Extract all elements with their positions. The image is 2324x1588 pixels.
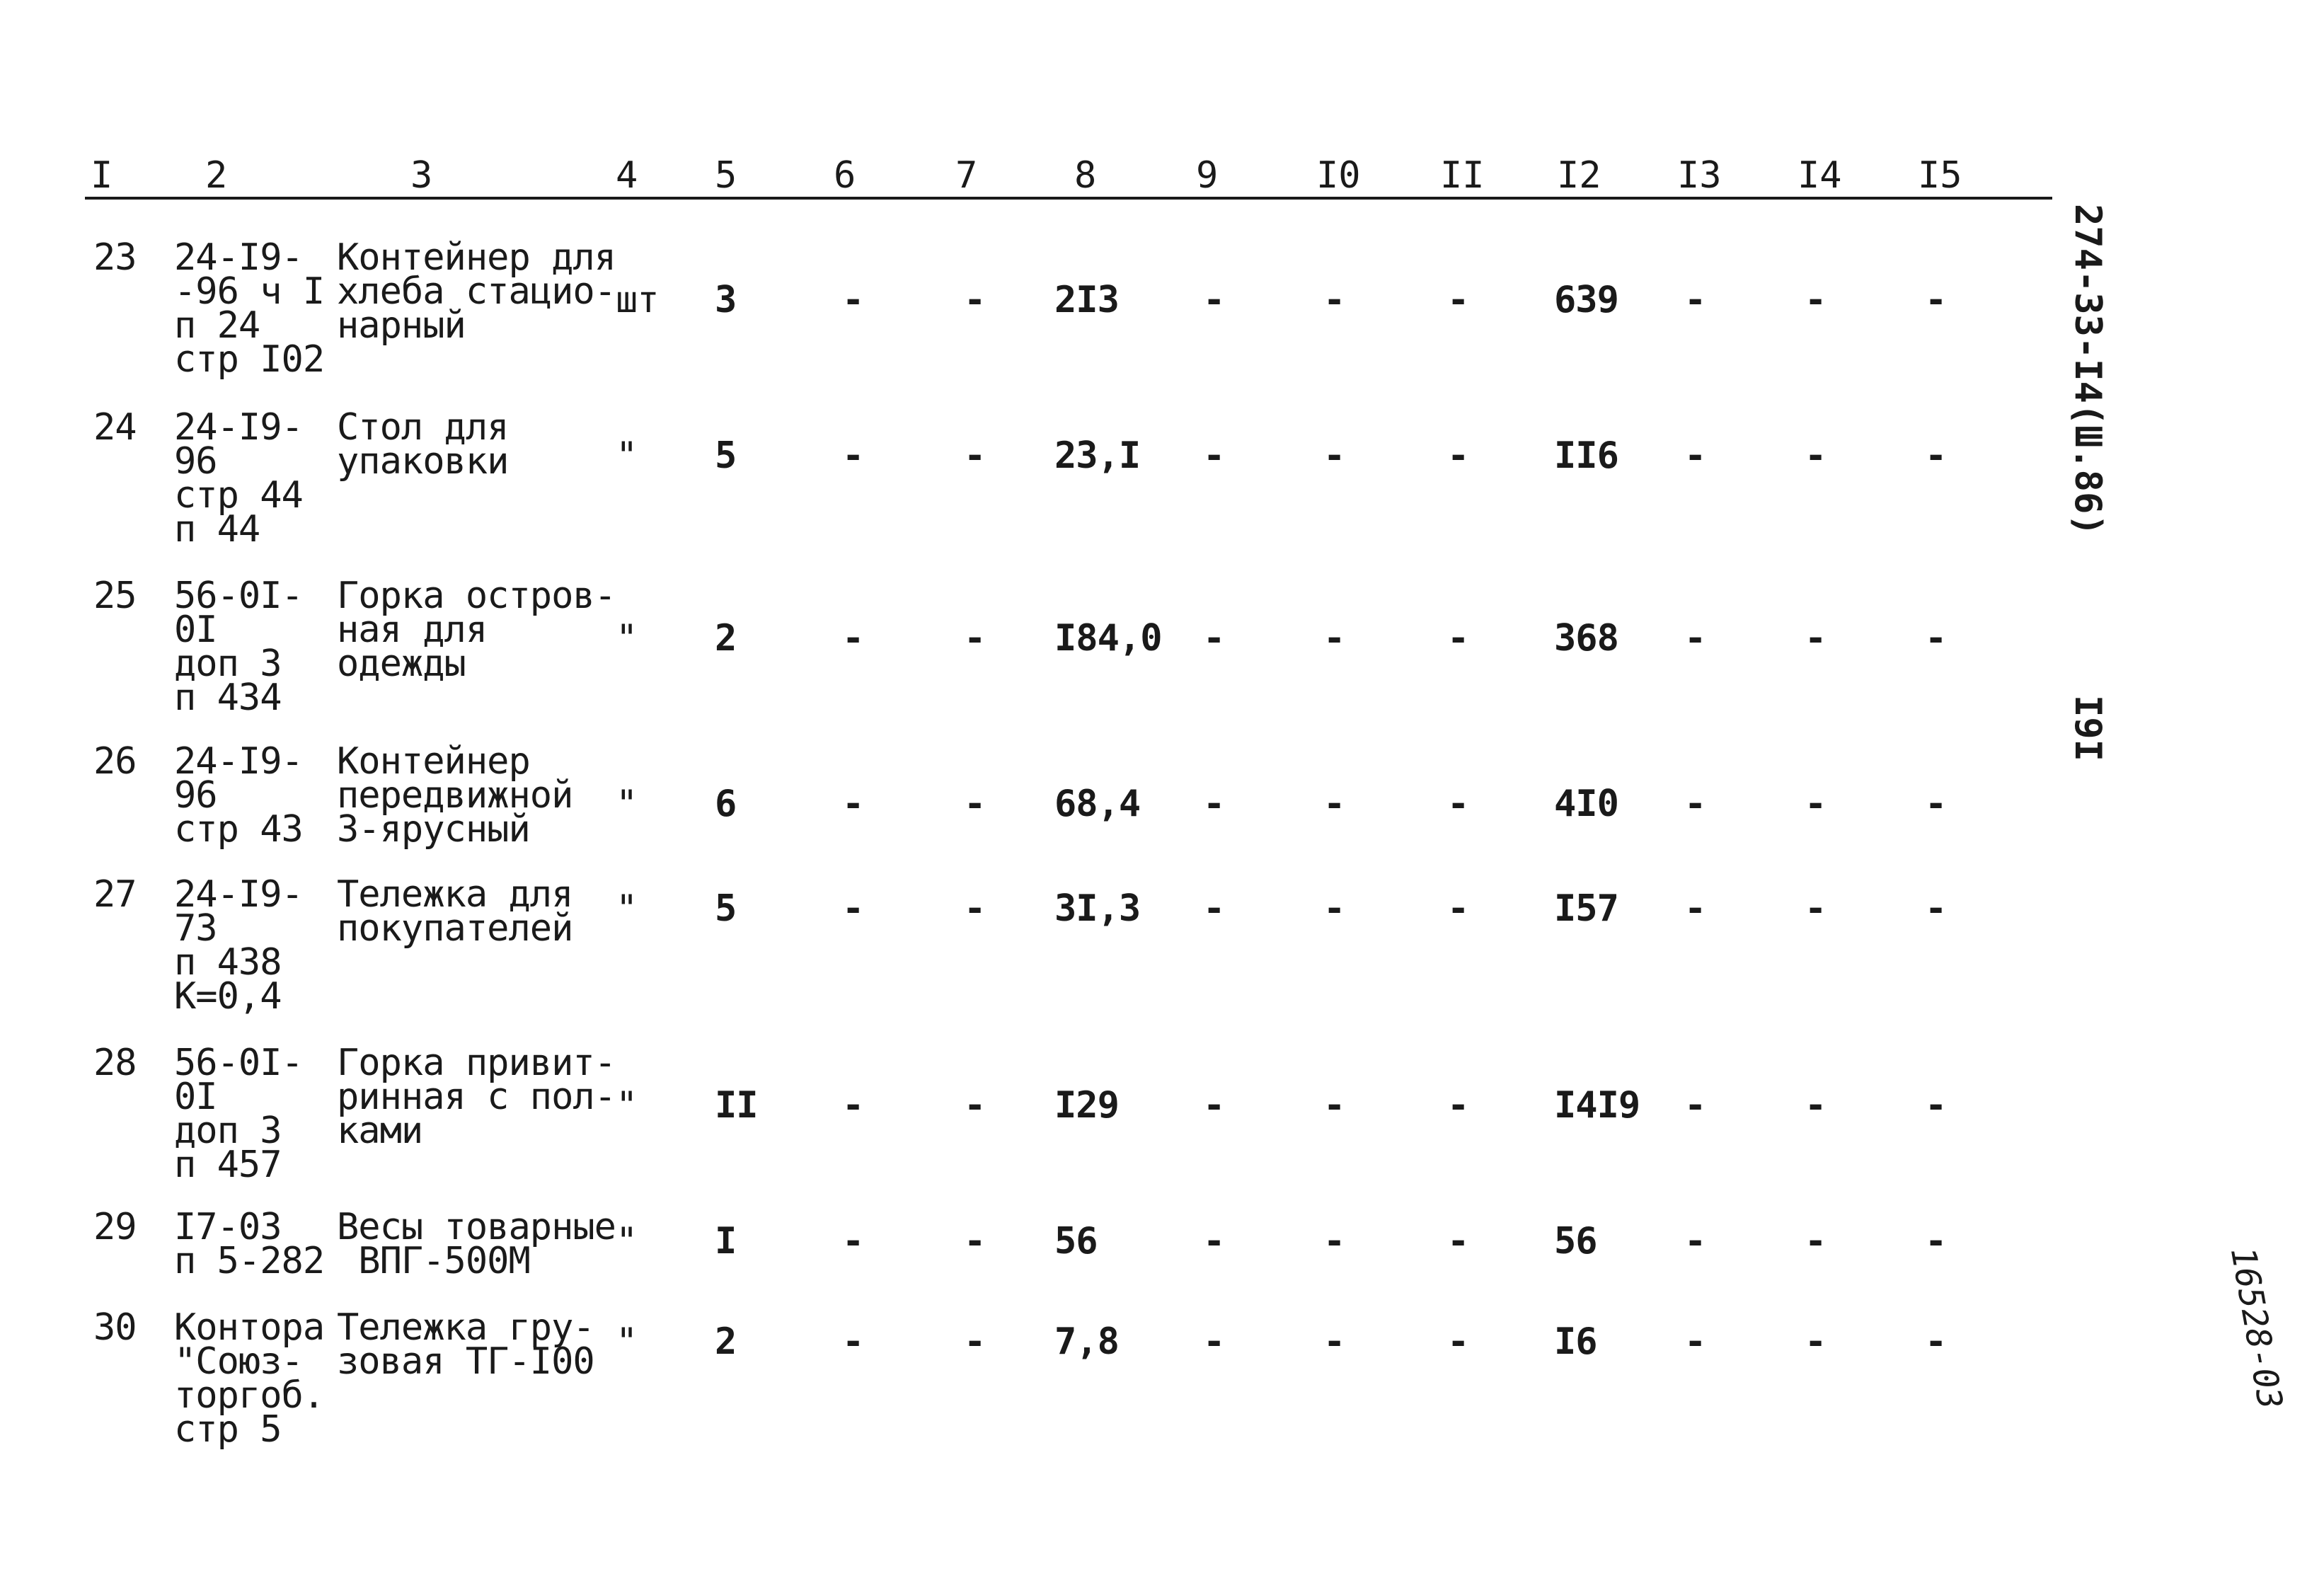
cell-c10: - [1323, 1321, 1345, 1363]
cell-c14: - [1805, 783, 1827, 825]
cell-c10: - [1323, 1220, 1345, 1262]
cell-c10: - [1323, 887, 1345, 930]
cell-c12: I4I9 [1554, 1084, 1640, 1127]
cell-c11: - [1447, 783, 1469, 825]
cell-c10: - [1323, 435, 1345, 477]
cell-c12: 56 [1554, 1220, 1597, 1262]
cell-qty: 3 [715, 279, 737, 321]
cell-c14: - [1805, 1084, 1827, 1127]
cell-c15: - [1925, 279, 1947, 321]
cell-c14: - [1805, 617, 1827, 660]
cell-c13: - [1684, 1084, 1706, 1127]
cell-c6: - [842, 887, 864, 930]
cell-c15: - [1925, 617, 1947, 660]
cell-c8: I29 [1054, 1084, 1119, 1127]
cell-c14: - [1805, 1321, 1827, 1363]
cell-c8: 56 [1054, 1220, 1098, 1262]
cell-c13: - [1684, 1220, 1706, 1262]
column-header: 8 [1074, 154, 1097, 197]
cell-name: Тележка гру- зовая ТГ-I00 [337, 1306, 594, 1383]
cell-unit: " [616, 1220, 638, 1262]
column-header: I0 [1316, 154, 1361, 197]
cell-c15: - [1925, 783, 1947, 825]
cell-c10: - [1323, 783, 1345, 825]
cell-c8: I84,0 [1054, 617, 1162, 660]
column-header: 9 [1196, 154, 1219, 197]
cell-c13: - [1684, 887, 1706, 930]
column-header: 7 [955, 154, 978, 197]
cell-c14: - [1805, 279, 1827, 321]
cell-name: Весы товарные ВПГ-500М [337, 1206, 616, 1282]
cell-unit: " [616, 783, 638, 825]
cell-unit: " [616, 887, 638, 930]
cell-c10: - [1323, 1084, 1345, 1127]
cell-c15: - [1925, 1220, 1947, 1262]
cell-unit: " [616, 435, 638, 477]
cell-c13: - [1684, 617, 1706, 660]
column-header: 3 [410, 154, 433, 197]
cell-qty: 2 [715, 617, 737, 660]
cell-c15: - [1925, 1084, 1947, 1127]
cell-ref: 56-0I- 0I доп 3 п 457 [174, 1042, 303, 1186]
cell-n: 23 [93, 236, 137, 279]
cell-n: 24 [93, 406, 137, 449]
cell-c12: I57 [1554, 887, 1618, 930]
cell-unit: " [616, 1321, 638, 1363]
cell-n: 30 [93, 1306, 137, 1349]
cell-name: Горка остров- ная для одежды [337, 575, 616, 685]
cell-qty: 2 [715, 1321, 737, 1363]
cell-c9: - [1203, 1084, 1225, 1127]
cell-c8: 3I,3 [1054, 887, 1141, 930]
cell-c11: - [1447, 1321, 1469, 1363]
cell-c7: - [964, 783, 986, 825]
cell-c9: - [1203, 1321, 1225, 1363]
column-header: 5 [715, 154, 737, 197]
cell-c7: - [964, 279, 986, 321]
cell-unit: шт [616, 279, 659, 321]
cell-ref: 24-I9- 73 п 438 К=0,4 [174, 873, 303, 1018]
column-header: 2 [205, 154, 228, 197]
cell-c9: - [1203, 887, 1225, 930]
column-header: I4 [1797, 154, 1842, 197]
page-number: I9I [2066, 695, 2109, 761]
cell-c14: - [1805, 887, 1827, 930]
cell-c8: 2I3 [1054, 279, 1119, 321]
cell-ref: I7-03 п 5-282 [174, 1206, 325, 1282]
cell-qty: II [715, 1084, 758, 1127]
cell-c11: - [1447, 617, 1469, 660]
cell-c7: - [964, 1321, 986, 1363]
cell-c14: - [1805, 435, 1827, 477]
cell-c6: - [842, 279, 864, 321]
side-code: 274-33-I4(Ш.86) [2066, 204, 2109, 536]
cell-c10: - [1323, 279, 1345, 321]
cell-unit: " [616, 1084, 638, 1127]
cell-n: 25 [93, 575, 137, 617]
cell-name: Горка привит- ринная с пол- ками [337, 1042, 616, 1152]
cell-name: Контейнер передвижной 3-ярусный [337, 740, 573, 851]
cell-c8: 23,I [1054, 435, 1141, 477]
cell-c13: - [1684, 435, 1706, 477]
cell-c11: - [1447, 1220, 1469, 1262]
cell-ref: 24-I9- -96 ч I п 24 стр I02 [174, 236, 325, 381]
cell-c10: - [1323, 617, 1345, 660]
column-header: I [91, 154, 113, 197]
cell-c6: - [842, 1220, 864, 1262]
cell-qty: I [715, 1220, 737, 1262]
cell-n: 27 [93, 873, 137, 916]
cell-ref: 24-I9- 96 стр 44 п 44 [174, 406, 303, 551]
cell-c11: - [1447, 435, 1469, 477]
cell-c6: - [842, 783, 864, 825]
cell-unit: " [616, 617, 638, 660]
cell-c11: - [1447, 887, 1469, 930]
cell-c7: - [964, 887, 986, 930]
cell-c9: - [1203, 783, 1225, 825]
cell-c13: - [1684, 1321, 1706, 1363]
cell-c12: 639 [1554, 279, 1618, 321]
cell-qty: 5 [715, 887, 737, 930]
cell-c12: 368 [1554, 617, 1618, 660]
cell-c6: - [842, 617, 864, 660]
cell-c15: - [1925, 435, 1947, 477]
cell-n: 28 [93, 1042, 137, 1084]
cell-name: Стол для упаковки [337, 406, 509, 483]
cell-c15: - [1925, 1321, 1947, 1363]
cell-ref: Контора "Союз- торгоб. стр 5 [174, 1306, 325, 1451]
cell-c12: II6 [1554, 435, 1618, 477]
column-header: 4 [616, 154, 638, 197]
cell-c11: - [1447, 1084, 1469, 1127]
cell-c12: 4I0 [1554, 783, 1618, 825]
cell-c6: - [842, 1084, 864, 1127]
header-rule [85, 197, 2052, 200]
cell-c7: - [964, 1084, 986, 1127]
cell-c7: - [964, 435, 986, 477]
cell-c9: - [1203, 617, 1225, 660]
cell-qty: 6 [715, 783, 737, 825]
cell-qty: 5 [715, 435, 737, 477]
column-header: I2 [1557, 154, 1601, 197]
cell-c15: - [1925, 887, 1947, 930]
cell-c8: 68,4 [1054, 783, 1141, 825]
cell-ref: 24-I9- 96 стр 43 [174, 740, 303, 851]
cell-name: Контейнер для хлеба стацио- нарный [337, 236, 616, 347]
cell-c11: - [1447, 279, 1469, 321]
column-header: I3 [1677, 154, 1722, 197]
cell-c7: - [964, 617, 986, 660]
cell-c13: - [1684, 783, 1706, 825]
cell-c9: - [1203, 435, 1225, 477]
column-header: I5 [1918, 154, 1962, 197]
column-header: 6 [834, 154, 856, 197]
cell-ref: 56-0I- 0I доп 3 п 434 [174, 575, 303, 719]
cell-c14: - [1805, 1220, 1827, 1262]
cell-c6: - [842, 435, 864, 477]
column-header: II [1440, 154, 1485, 197]
cell-c8: 7,8 [1054, 1321, 1119, 1363]
cell-c9: - [1203, 1220, 1225, 1262]
cell-name: Тележка для покупателей [337, 873, 573, 950]
cell-n: 29 [93, 1206, 137, 1248]
cell-c7: - [964, 1220, 986, 1262]
cell-c9: - [1203, 279, 1225, 321]
cell-c6: - [842, 1321, 864, 1363]
cell-c12: I6 [1554, 1321, 1597, 1363]
cell-n: 26 [93, 740, 137, 783]
cell-c13: - [1684, 279, 1706, 321]
inventory-number: 16528-03 [2222, 1244, 2291, 1412]
